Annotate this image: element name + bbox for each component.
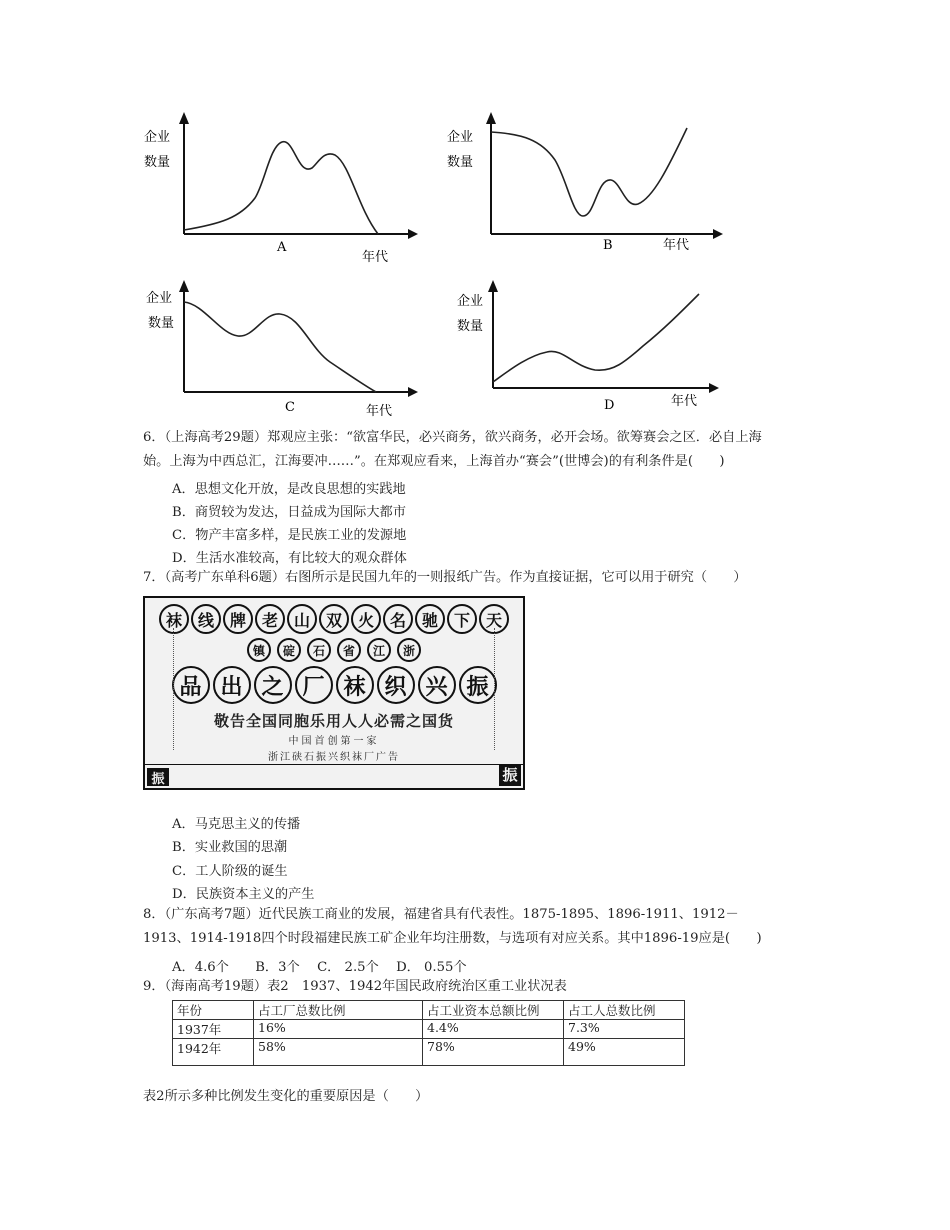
chart-d-x-arrow <box>709 383 719 393</box>
table-header-row <box>173 1001 685 1020</box>
ad-left-column <box>151 628 174 750</box>
chart-d-ylabel-1: 企业 <box>457 294 484 309</box>
ad-char: 牌 <box>223 604 253 634</box>
ad-row-3 <box>145 666 523 704</box>
chart-d-xlabel: 年代 <box>671 394 698 409</box>
table-cell: 16% <box>254 1020 423 1039</box>
ad-char: 振 <box>459 666 497 704</box>
ad-char: 厂 <box>295 666 333 704</box>
chart-b-ylabel-1: 企业 <box>447 130 474 145</box>
q9-followup: 表2所示多种比例发生变化的重要原因是（ ） <box>143 1089 429 1104</box>
chart-c-ylabel-2: 数量 <box>148 316 175 331</box>
ad-char: 山 <box>287 604 317 634</box>
q9-stem: 9．（海南高考19题）表2 1937、1942年国民政府统治区重工业状况表 <box>143 979 567 994</box>
chart-a-letter: A <box>277 240 287 255</box>
newspaper-ad-image <box>143 596 525 790</box>
chart-a-y-arrow <box>179 112 189 124</box>
ad-bottom-rule <box>145 764 523 765</box>
table-header-cell: 年份 <box>173 1001 254 1020</box>
chart-a-xlabel: 年代 <box>362 250 389 265</box>
q7-option-b: B．实业救国的思潮 <box>172 840 288 855</box>
ad-char: 江 <box>367 638 391 662</box>
chart-c-letter: C <box>285 400 295 415</box>
chart-c-ylabel-1: 企业 <box>146 291 173 306</box>
table-row <box>173 1039 685 1066</box>
chart-c-y-arrow <box>179 280 189 292</box>
ad-row-4: 敬告全国同胞乐用人人必需之国货 <box>213 712 454 730</box>
q8-line-1: 8．（广东高考7题）近代民族工商业的发展，福建省具有代表性。1875-1895、1896-1911、1912－ <box>143 907 739 922</box>
ad-char: 之 <box>254 666 292 704</box>
q8-line-2: 1913、1914-1918四个时段福建民族工矿企业年均注册数，与选项有对应关系。其中1896-19应是( ) <box>143 931 762 946</box>
chart-c-svg <box>140 278 430 423</box>
q6-option-c: C．物产丰富多样，是民族工业的发源地 <box>172 528 407 543</box>
table-cell: 49% <box>564 1039 685 1066</box>
ad-char: 名 <box>383 604 413 634</box>
ad-left-mark: 振 <box>147 768 169 786</box>
table-cell: 7.3% <box>564 1020 685 1039</box>
ad-char: 袜 <box>159 604 189 634</box>
ad-char: 省 <box>337 638 361 662</box>
chart-d-y-arrow <box>488 280 498 292</box>
chart-b-x-arrow <box>713 229 723 239</box>
q6-option-b: B．商贸较为发达，日益成为国际大都市 <box>172 505 406 520</box>
q7-option-a: A．马克思主义的传播 <box>172 817 301 832</box>
table-cell: 58% <box>254 1039 423 1066</box>
table-row <box>173 1020 685 1039</box>
ad-char: 兴 <box>418 666 456 704</box>
ad-char: 出 <box>213 666 251 704</box>
chart-d-ylabel-2: 数量 <box>457 319 484 334</box>
q6-line-1: 6．（上海高考29题）郑观应主张：“欲富华民，必兴商务，欲兴商务，必开会场。欲筹赛会之区．必自上海 <box>143 430 762 445</box>
chart-b-ylabel-2: 数量 <box>447 155 474 170</box>
ad-char: 织 <box>377 666 415 704</box>
ad-char: 袜 <box>336 666 374 704</box>
chart-a-svg <box>140 108 430 268</box>
chart-d <box>443 278 733 423</box>
industry-table <box>172 1000 685 1066</box>
ad-row-6: 浙江硖石振兴织袜厂广告 <box>268 752 400 763</box>
q7-stem: 7．（高考广东单科6题）右图所示是民国九年的一则报纸广告。作为直接证据，它可以用于研究（ ） <box>143 570 747 585</box>
ad-char: 石 <box>307 638 331 662</box>
chart-b-y-arrow <box>486 112 496 124</box>
chart-c-x-arrow <box>408 387 418 397</box>
chart-c-xlabel: 年代 <box>366 404 393 419</box>
ad-row-2 <box>145 638 523 662</box>
ad-char: 碇 <box>277 638 301 662</box>
ad-char: 火 <box>351 604 381 634</box>
chart-c <box>140 278 430 423</box>
chart-a <box>140 108 430 268</box>
ad-char: 天 <box>479 604 509 634</box>
ad-char: 线 <box>191 604 221 634</box>
chart-a-ylabel-2: 数量 <box>144 155 171 170</box>
ad-row-5: 中国首创第一家 <box>288 736 380 747</box>
table-header-cell: 占工业资本总额比例 <box>423 1001 564 1020</box>
ad-right-column <box>494 628 517 750</box>
chart-b-curve <box>491 128 687 216</box>
chart-d-curve <box>493 294 699 382</box>
q6-line-2: 始。上海为中西总汇，江海要冲……”。在郑观应看来，上海首办“赛会”(世博会)的有利条件是( ) <box>143 454 725 469</box>
table-header-cell: 占工厂总数比例 <box>254 1001 423 1020</box>
ad-char: 驰 <box>415 604 445 634</box>
chart-d-letter: D <box>604 398 615 413</box>
chart-b-svg <box>443 108 733 268</box>
table-cell: 1937年 <box>173 1020 254 1039</box>
table-cell: 1942年 <box>173 1039 254 1066</box>
chart-a-x-arrow <box>408 229 418 239</box>
q6-option-d: D．生活水准较高，有比较大的观众群体 <box>172 551 407 566</box>
ad-char: 双 <box>319 604 349 634</box>
chart-b-letter: B <box>603 238 613 253</box>
chart-b <box>443 108 733 268</box>
chart-d-svg <box>443 278 733 423</box>
q8-options: A．4.6个 B．3个 C． 2.5个 D． 0.55个 <box>172 960 467 975</box>
ad-row-1 <box>145 604 523 634</box>
ad-char: 浙 <box>397 638 421 662</box>
chart-b-xlabel: 年代 <box>663 238 690 253</box>
table-cell: 4.4% <box>423 1020 564 1039</box>
q7-option-d: D．民族资本主义的产生 <box>172 887 315 902</box>
ad-char: 镇 <box>247 638 271 662</box>
table-cell: 78% <box>423 1039 564 1066</box>
chart-c-curve <box>184 302 376 392</box>
table-header-cell: 占工人总数比例 <box>564 1001 685 1020</box>
ad-char: 品 <box>172 666 210 704</box>
chart-a-curve <box>184 142 378 234</box>
q7-option-c: C．工人阶级的诞生 <box>172 864 288 879</box>
chart-a-ylabel-1: 企业 <box>144 130 171 145</box>
ad-right-mark: 振 <box>499 764 521 786</box>
q6-option-a: A．思想文化开放，是改良思想的实践地 <box>172 482 406 497</box>
ad-char: 老 <box>255 604 285 634</box>
ad-char: 下 <box>447 604 477 634</box>
